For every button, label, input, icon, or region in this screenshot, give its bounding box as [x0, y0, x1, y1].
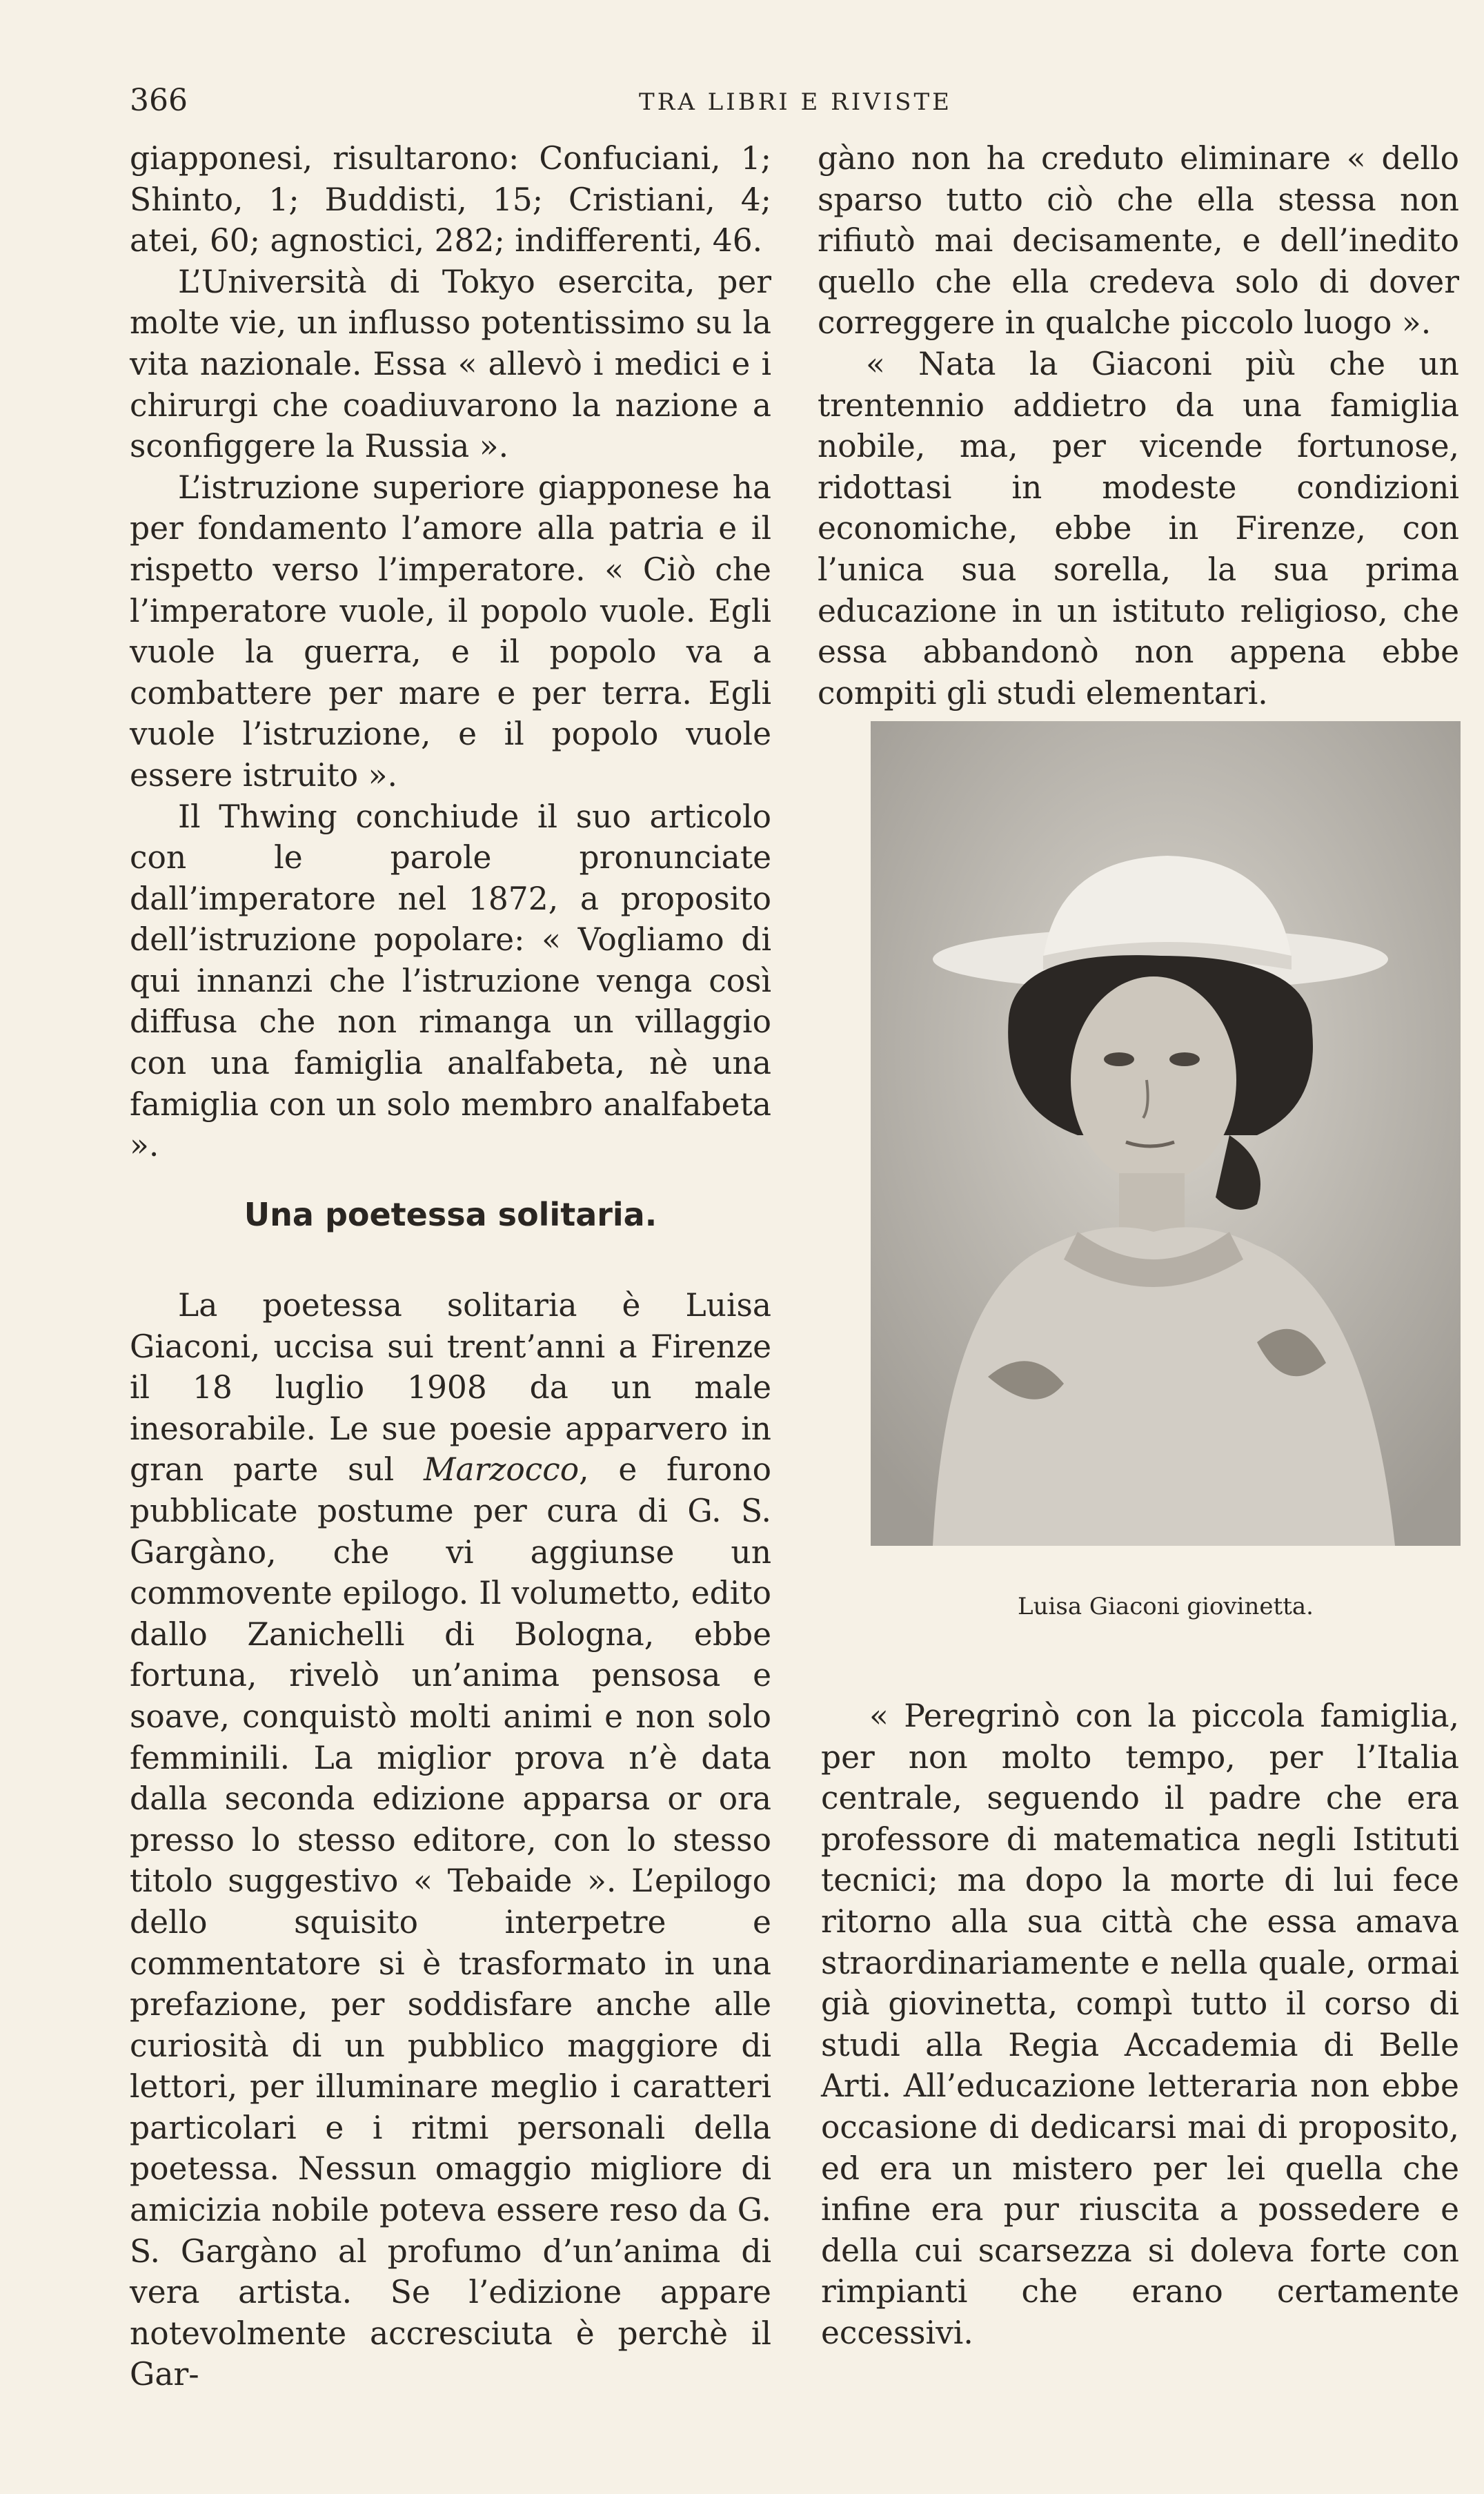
page-header	[130, 83, 1461, 124]
running-head: TRA LIBRI E RIVISTE	[639, 88, 952, 116]
paragraph: Il Thwing conchiude il suo articolo con le parole pronunciate dall’imperatore nel 1872, a proposito dell’istruzione popolare: « Vogliamo di qui innanzi che l’istruzione venga così diffusa che non rimanga un villaggio con una famiglia analfabeta, nè una famiglia con un solo membro analfabeta ».	[130, 798, 771, 1164]
portrait-photo	[871, 721, 1461, 1546]
left-column-top	[130, 138, 771, 1166]
paragraph: « Peregrinò con la piccola famiglia, per non molto tempo, per l’Italia centrale, seguendo il padre che era professore di matematica negli Istituti tecnici; ma dopo la morte di lui fece ritorno alla sua città che essa amava straordinariamente e nella quale, ormai già giovinetta, compì tutto il corso di studi alla Regia Accademia di Belle Arti. All’educazione letteraria non ebbe occasione di dedicarsi mai di proposito, ed era un mistero per lei quella che infine era pur riuscita a possedere e della cui scarsezza si doleva forte con rimpianti che erano certamente eccessivi.	[821, 1698, 1459, 2351]
photo-caption: Luisa Giaconi giovinetta.	[1018, 1593, 1314, 1620]
text-run: , e furono pubblicate postume per cura di G. S. Gargàno, che vi aggiunse un commovente epilogo. Il volumetto, edito dallo Zanichelli di Bologna, ebbe fortuna, rivelò un’anima pensosa e soave, conquistò molti animi e non solo femminili. La miglior prova n’è data dalla seconda edizione apparsa or ora presso lo stesso editore, con lo stesso titolo suggestivo « Tebaide ». L’epilogo dello squisito interpetre e commentatore si è trasformato in una prefazione, per soddisfare anche alle curiosità di un pubblico maggiore di lettori, per illuminare meglio i caratteri particolari e i ritmi personali della poetessa. Nessun omaggio migliore di amicizia nobile poteva essere reso da G. S. Gargàno al profumo d’un’anima di vera artista. Se l’edizione appare notevolmente accresciuta è perchè il Gar-	[130, 1451, 771, 2393]
journal-title: Marzocco	[423, 1451, 580, 1489]
section-heading: Una poetessa solitaria.	[244, 1196, 657, 1233]
paragraph	[130, 1285, 771, 2395]
portrait-illustration	[871, 721, 1461, 1546]
paragraph: L’istruzione superiore giapponese ha per fondamento l’amore alla patria e il rispetto verso l’imperatore. « Ciò che l’imperatore vuole, il popolo vuole. Egli vuole la guerra, e il popolo va a combattere per mare e per terra. Egli vuole l’istruzione, e il popolo vuole essere istruito ».	[130, 469, 771, 794]
left-column-bottom	[130, 1285, 771, 2395]
page-number: 366	[130, 83, 188, 118]
paragraph: gàno non ha creduto eliminare « dello sparso tutto ciò che ella stessa non rifiutò mai decisamente, e dell’inedito quello che ella credeva solo di dover correggere in qualche piccolo luogo ».	[818, 140, 1459, 342]
right-column-bottom	[821, 1696, 1459, 2354]
text-run: La poetessa solitaria è Luisa Giaconi, uccisa sui trent’anni a Firenze il 18 luglio 1908 da un male inesorabile. Le sue poesie apparvero in gran parte sul	[130, 1287, 771, 1489]
paragraph: giapponesi, risultarono: Confuciani, 1; Shinto, 1; Buddisti, 15; Cristiani, 4; atei, 60; agnostici, 282; indifferenti, 46.	[130, 140, 771, 259]
paragraph: « Nata la Giaconi più che un trentennio addietro da una famiglia nobile, ma, per vicende fortunose, ridottasi in modeste condizioni economiche, ebbe in Firenze, con l’unica sua sorella, la sua prima educazione in un istituto religioso, che essa abbandonò non appena ebbe compiti gli studi elementari.	[818, 345, 1459, 711]
right-column-top	[818, 138, 1459, 714]
paragraph: L’Università di Tokyo esercita, per molte vie, un influsso potentissimo su la vita nazionale. Essa « allevò i medici e i chirurgi che coadiuvarono la nazione a sconfiggere la Russia ».	[130, 263, 771, 465]
